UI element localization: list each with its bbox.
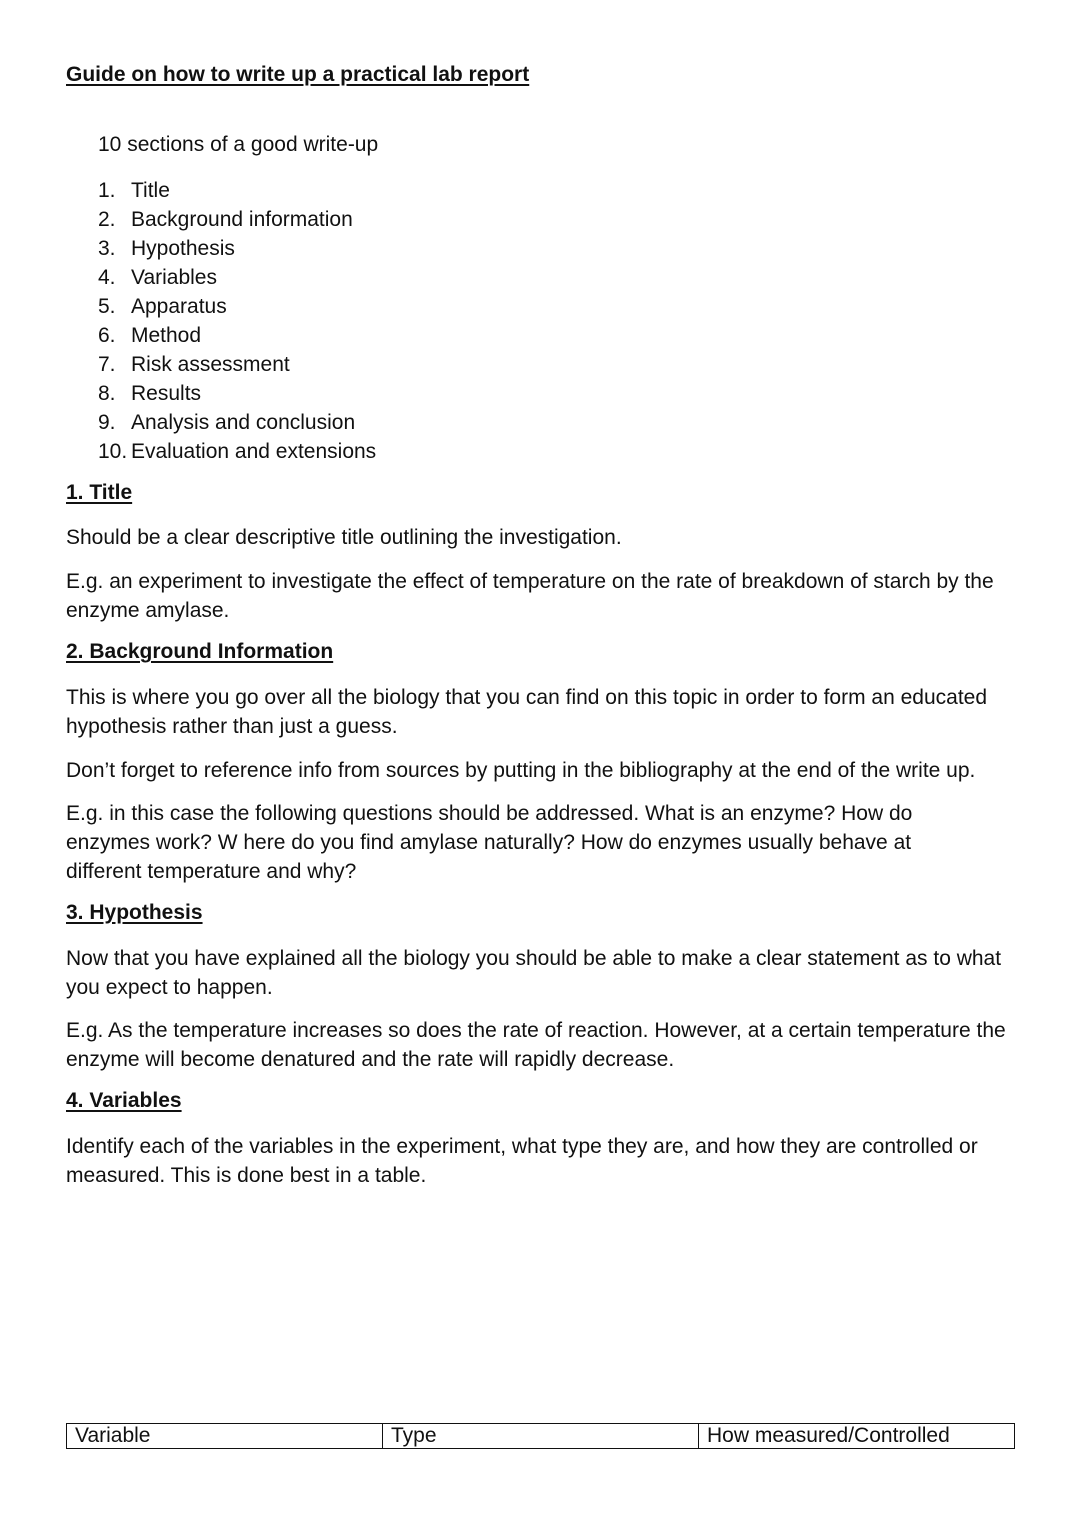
- list-label: Results: [131, 382, 202, 405]
- section-paragraph: E.g. in this case the following questions should be addressed. What is an enzyme? How do enzymes work? W here do you find amylase naturally? How do enzymes usually behave at different temperature and why?: [66, 802, 913, 883]
- list-item: [98, 263, 376, 292]
- list-label: Variables: [131, 266, 217, 289]
- list-number: 1.: [98, 179, 116, 202]
- table-header-variable: Variable: [67, 1424, 383, 1449]
- list-item: [98, 408, 376, 437]
- list-number: 9.: [98, 411, 116, 434]
- list-label: Background information: [131, 208, 353, 231]
- sections-list: [98, 176, 376, 466]
- list-number: 8.: [98, 382, 116, 405]
- list-label: Analysis and conclusion: [131, 411, 356, 434]
- list-label: Evaluation and extensions: [131, 440, 377, 463]
- list-label: Hypothesis: [131, 237, 235, 260]
- list-item: [98, 350, 376, 379]
- list-number: 4.: [98, 266, 116, 289]
- list-item: [98, 437, 376, 466]
- section-heading-hypothesis: 3. Hypothesis: [66, 901, 203, 924]
- table-header-how-measured: How measured/Controlled: [699, 1424, 1015, 1449]
- section-paragraph: E.g. an experiment to investigate the effect of temperature on the rate of breakdown of starch by the enzyme amylase.: [66, 570, 994, 622]
- section-heading-variables: 4. Variables: [66, 1089, 182, 1112]
- section-paragraph: Should be a clear descriptive title outlining the investigation.: [66, 526, 622, 549]
- list-number: 7.: [98, 353, 116, 376]
- list-item: [98, 176, 376, 205]
- list-item: [98, 321, 376, 350]
- list-item: [98, 379, 376, 408]
- section-paragraph: This is where you go over all the biology that you can find on this topic in order to form an educated hypothesis rather than just a guess.: [66, 686, 988, 738]
- section-paragraph: Don’t forget to reference info from sources by putting in the bibliography at the end of the write up.: [66, 759, 976, 782]
- list-number: 10.: [98, 440, 128, 463]
- list-label: Title: [131, 179, 170, 202]
- section-paragraph: E.g. As the temperature increases so does the rate of reaction. However, at a certain temperature the enzyme will become denatured and the rate will rapidly decrease.: [66, 1019, 1006, 1071]
- section-paragraph: Now that you have explained all the biology you should be able to make a clear statement as to what you expect to happen.: [66, 947, 1002, 999]
- variables-table: [66, 1423, 1015, 1449]
- list-number: 6.: [98, 324, 116, 347]
- table-header-row: [67, 1424, 1015, 1449]
- list-label: Risk assessment: [131, 353, 290, 376]
- list-item: [98, 234, 376, 263]
- list-label: Method: [131, 324, 202, 347]
- section-heading-title: 1. Title: [66, 481, 133, 504]
- sections-intro: 10 sections of a good write-up: [98, 133, 379, 156]
- list-number: 2.: [98, 208, 116, 231]
- section-heading-background: 2. Background Information: [66, 640, 334, 663]
- list-number: 5.: [98, 295, 116, 318]
- list-item: [98, 205, 376, 234]
- list-item: [98, 292, 376, 321]
- document-title: Guide on how to write up a practical lab report: [66, 63, 530, 86]
- section-paragraph: Identify each of the variables in the experiment, what type they are, and how they are controlled or measured. This is done best in a table.: [66, 1135, 978, 1187]
- table-header-type: Type: [383, 1424, 699, 1449]
- list-label: Apparatus: [131, 295, 227, 318]
- list-number: 3.: [98, 237, 116, 260]
